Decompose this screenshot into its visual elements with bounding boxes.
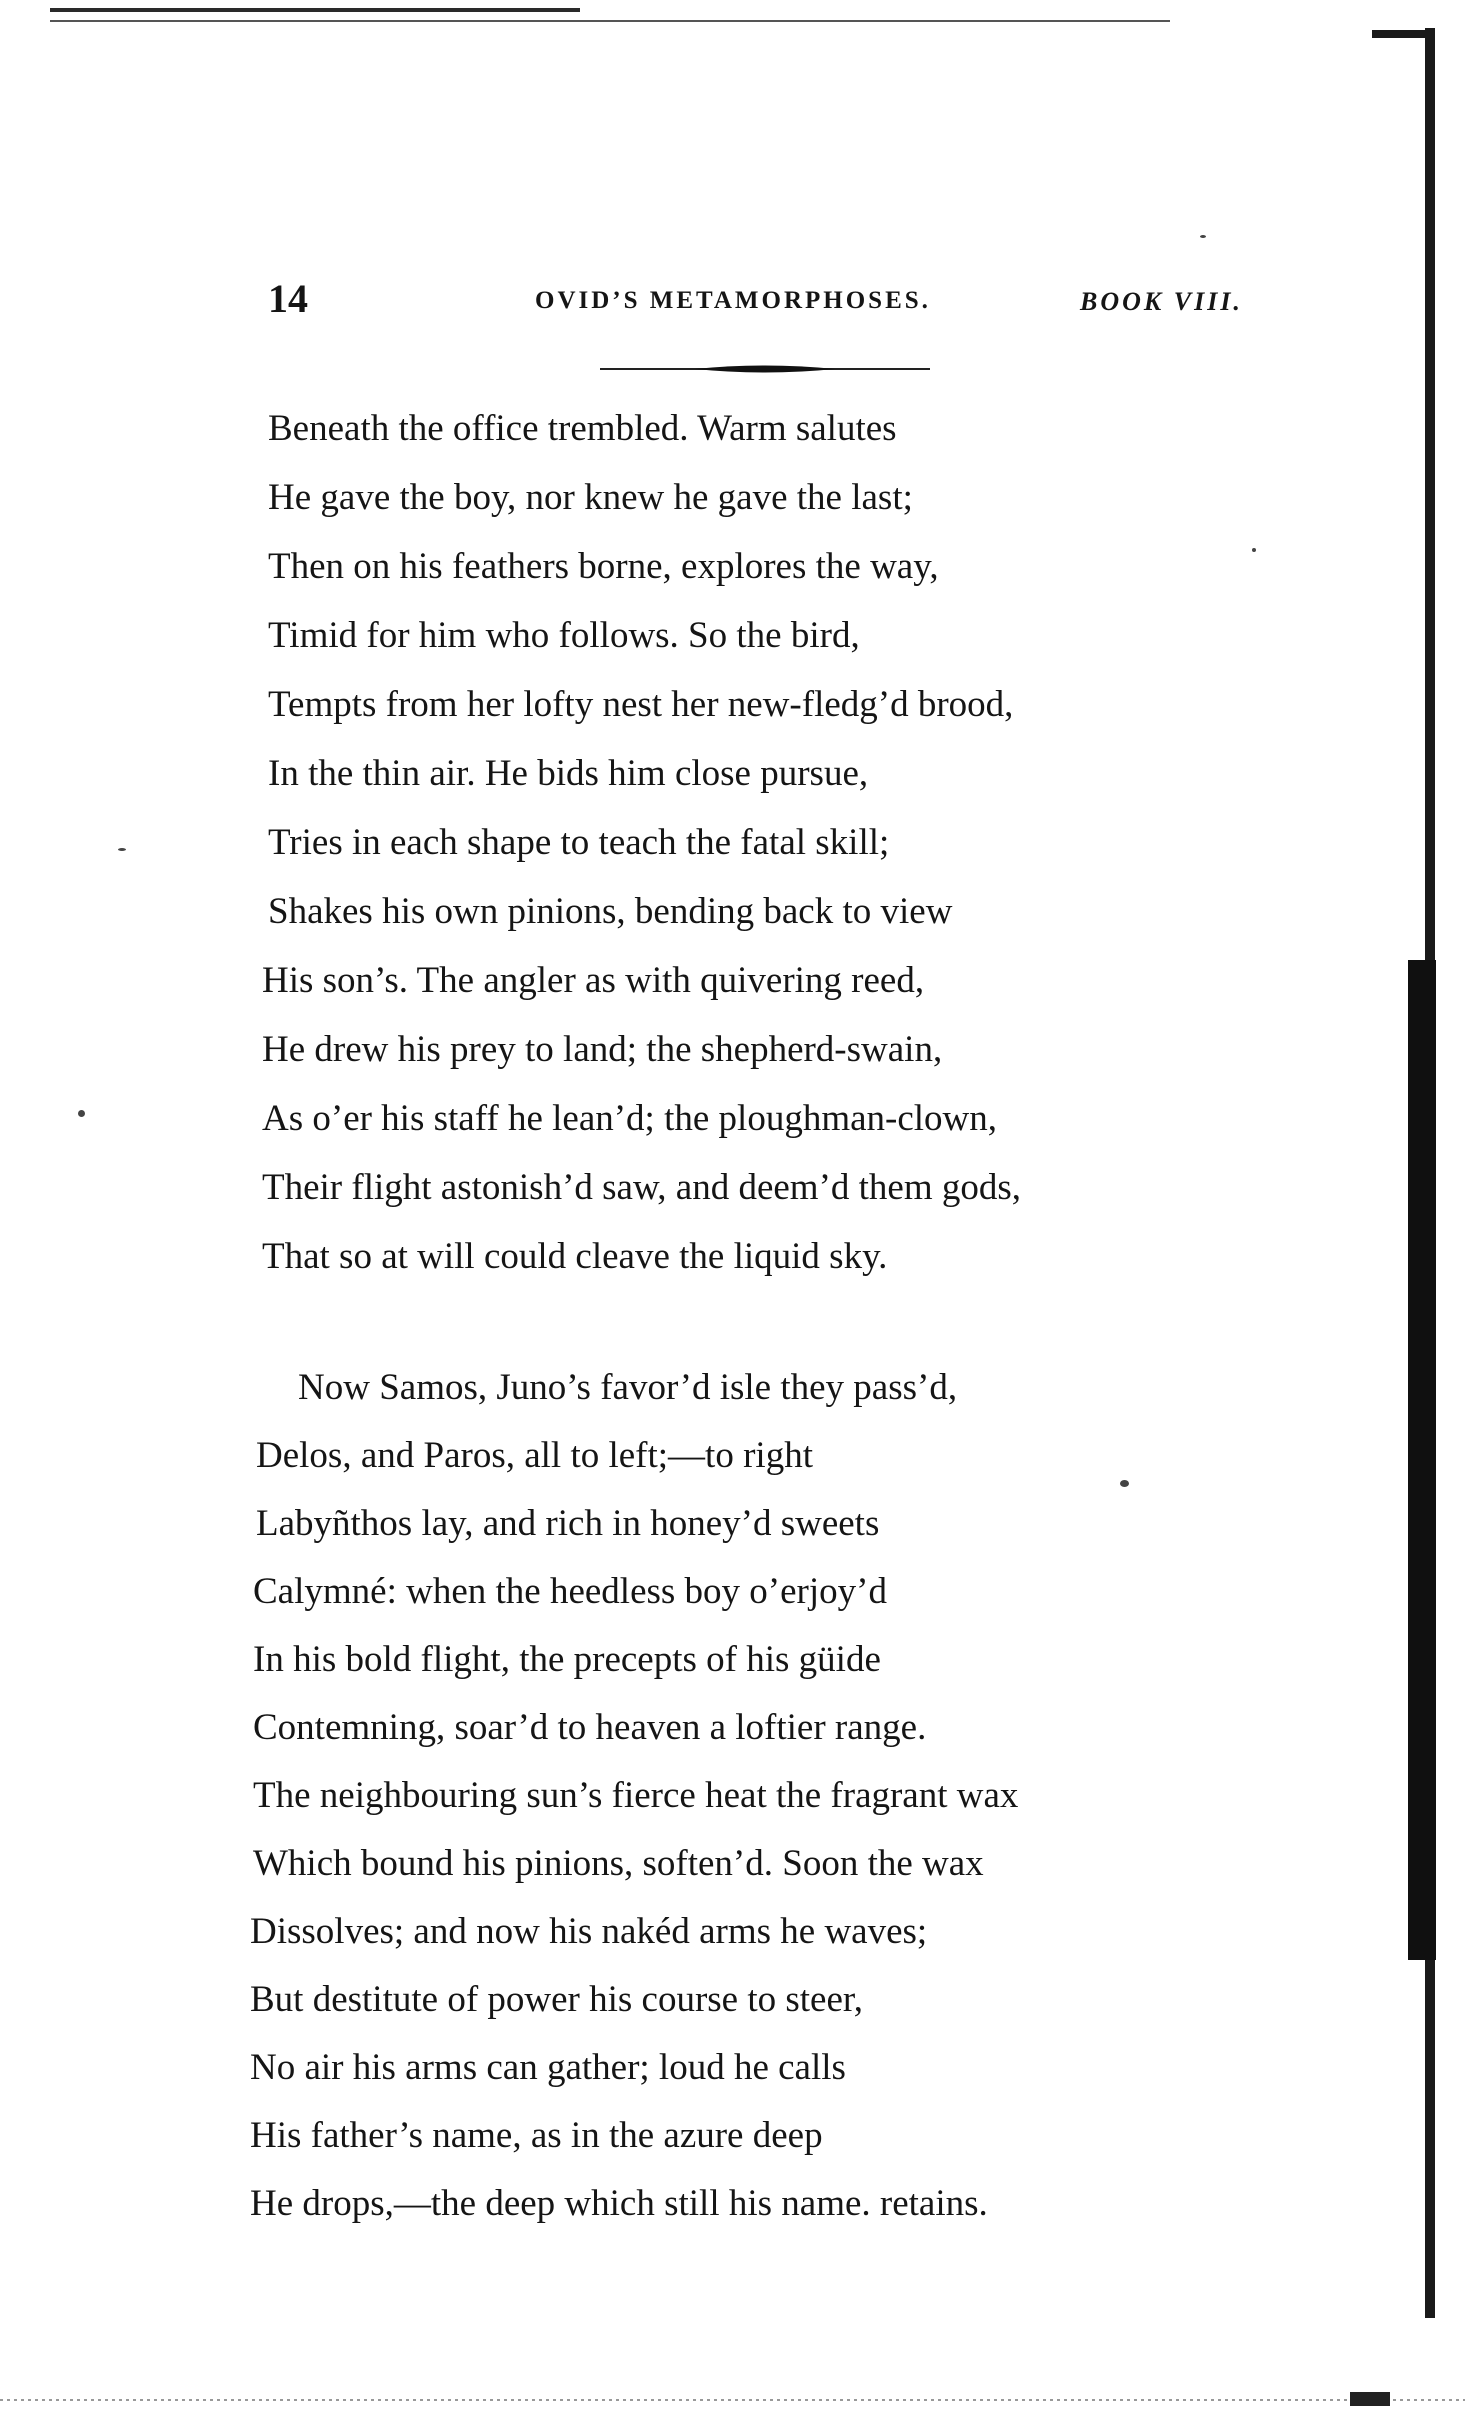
verse-line: Timid for him who follows. So the bird,: [268, 615, 860, 656]
scan-speck: [1252, 548, 1256, 552]
running-header: [0, 275, 1465, 335]
verse-line: He drew his prey to land; the shepherd-swain,: [262, 1029, 943, 1070]
verse-line: Tempts from her lofty nest her new-fledg’d brood,: [268, 684, 1014, 725]
top-rule-thin: [50, 20, 1170, 22]
footer-scan-noise: [0, 2392, 1465, 2406]
verse-line: He gave the boy, nor knew he gave the last;: [268, 477, 913, 518]
verse-line: As o’er his staff he lean’d; the ploughman-clown,: [262, 1098, 998, 1139]
verse-line: Their flight astonish’d saw, and deem’d them gods,: [262, 1167, 1022, 1208]
verse-line: Contemning, soar’d to heaven a loftier range.: [253, 1707, 927, 1748]
verse-line: Delos, and Paros, all to left;—to right: [256, 1435, 813, 1476]
verse-line: Beneath the office trembled. Warm salutes: [268, 408, 897, 449]
page-number: 14: [268, 276, 308, 321]
verse-line: Now Samos, Juno’s favor’d isle they pass’d,: [298, 1367, 958, 1408]
header-ornament: [600, 362, 930, 376]
scan-speck: [78, 1110, 85, 1117]
page-edge-shadow: [1408, 960, 1436, 1960]
verse-line: That so at will could cleave the liquid sky.: [262, 1236, 888, 1277]
verse-line: In his bold flight, the precepts of his güide: [253, 1639, 881, 1680]
verse-line: Tries in each shape to teach the fatal skill;: [268, 822, 890, 863]
verse-line: Shakes his own pinions, bending back to view: [268, 891, 953, 932]
verse-line: Labyñthos lay, and rich in honey’d sweets: [256, 1503, 880, 1544]
verse-line: He drops,—the deep which still his name. retains.: [250, 2183, 988, 2224]
verse-line: No air his arms can gather; loud he calls: [250, 2047, 846, 2088]
verse-line: The neighbouring sun’s fierce heat the fragrant wax: [253, 1775, 1019, 1816]
verse-line: Dissolves; and now his nakéd arms he waves;: [250, 1911, 928, 1952]
verse-line: His father’s name, as in the azure deep: [250, 2115, 823, 2156]
scan-speck: [118, 848, 126, 851]
verse-line: Which bound his pinions, soften’d. Soon the wax: [253, 1843, 984, 1884]
running-title: OVID’S METAMORPHOSES.: [535, 287, 931, 314]
scan-speck: [1120, 1480, 1129, 1487]
top-rule: [50, 8, 580, 12]
verse-line: In the thin air. He bids him close pursue,: [268, 753, 869, 794]
scan-speck: [1200, 235, 1206, 238]
verse-line: His son’s. The angler as with quivering reed,: [262, 960, 925, 1001]
book-label: BOOK VIII.: [1080, 287, 1243, 316]
verse-line: But destitute of power his course to steer,: [250, 1979, 863, 2020]
verse-line: Then on his feathers borne, explores the way,: [268, 546, 939, 587]
verse-line: Calymné: when the heedless boy o’erjoy’d: [253, 1571, 887, 1612]
